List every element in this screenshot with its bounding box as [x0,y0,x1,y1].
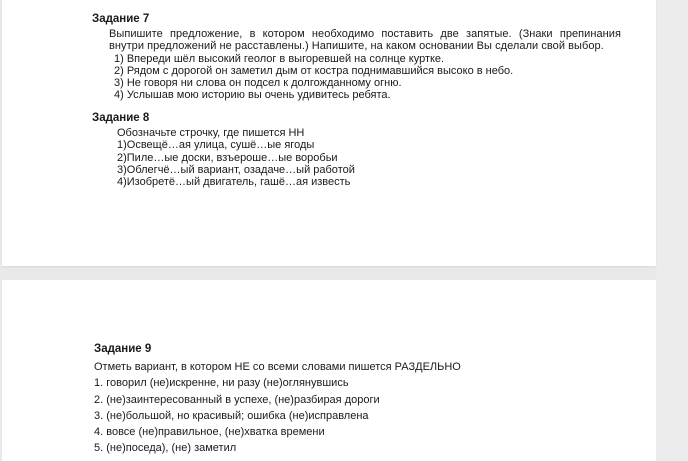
task-7-option-2: 2) Рядом с дорогой он заметил дым от костра поднимавшийся высоко в небо. [114,64,514,77]
task-9-heading: Задание 9 [94,343,152,355]
task-9-option-5: 5. (не)поседа), (не) заметил [94,442,237,455]
task-7-heading: Задание 7 [92,13,150,25]
background-strip [656,0,688,461]
task-8-option-1: 1)Освещё…ая улица, сушё…ые ягоды [117,139,315,152]
task-7-option-4: 4) Услышав мою историю вы очень удивитесь ребята. [114,89,391,102]
task-7-option-1: 1) Впереди шёл высокий геолог в выгоревшей на солнце куртке. [114,52,445,65]
task-9-option-3: 3. (не)большой, но красивый; ошибка (не)исправлена [94,409,369,422]
task-8-option-4: 4)Изобретё…ый двигатель, гашё…ая известь [117,176,351,189]
task-8-option-2: 2)Пиле…ые доски, взъероше…ые воробьи [117,151,338,164]
task-8-prompt: Обозначьте строчку, где пишется НН [117,127,305,140]
task-9-option-2: 2. (не)заинтересованный в успехе, (не)разбирая дороги [94,393,380,406]
task-9-option-4: 4. вовсе (не)правильное, (не)хватка времени [94,426,325,439]
task-7-option-3: 3) Не говоря ни слова он подсел к долгожданному огню. [114,77,402,90]
task-9 [94,343,461,456]
task-7-prompt: Выпишите предложение, в котором необходимо поставить две запятые. (Знаки препинания внутри предложений не расставлены.) Напишите, на каком основании Вы сделали свой выбор. [109,28,621,53]
task-7 [92,13,621,101]
task-9-option-1: 1. говорил (не)искренне, ни разу (не)оглянувшись [94,377,349,390]
task-8 [92,112,355,188]
task-9-prompt: Отметь вариант, в котором НЕ со всеми словами пишется РАЗДЕЛЬНО [94,361,461,374]
task-8-heading: Задание 8 [92,112,150,124]
task-8-option-3: 3)Облегчё…ый вариант, озадаче…ый работой [117,163,355,176]
